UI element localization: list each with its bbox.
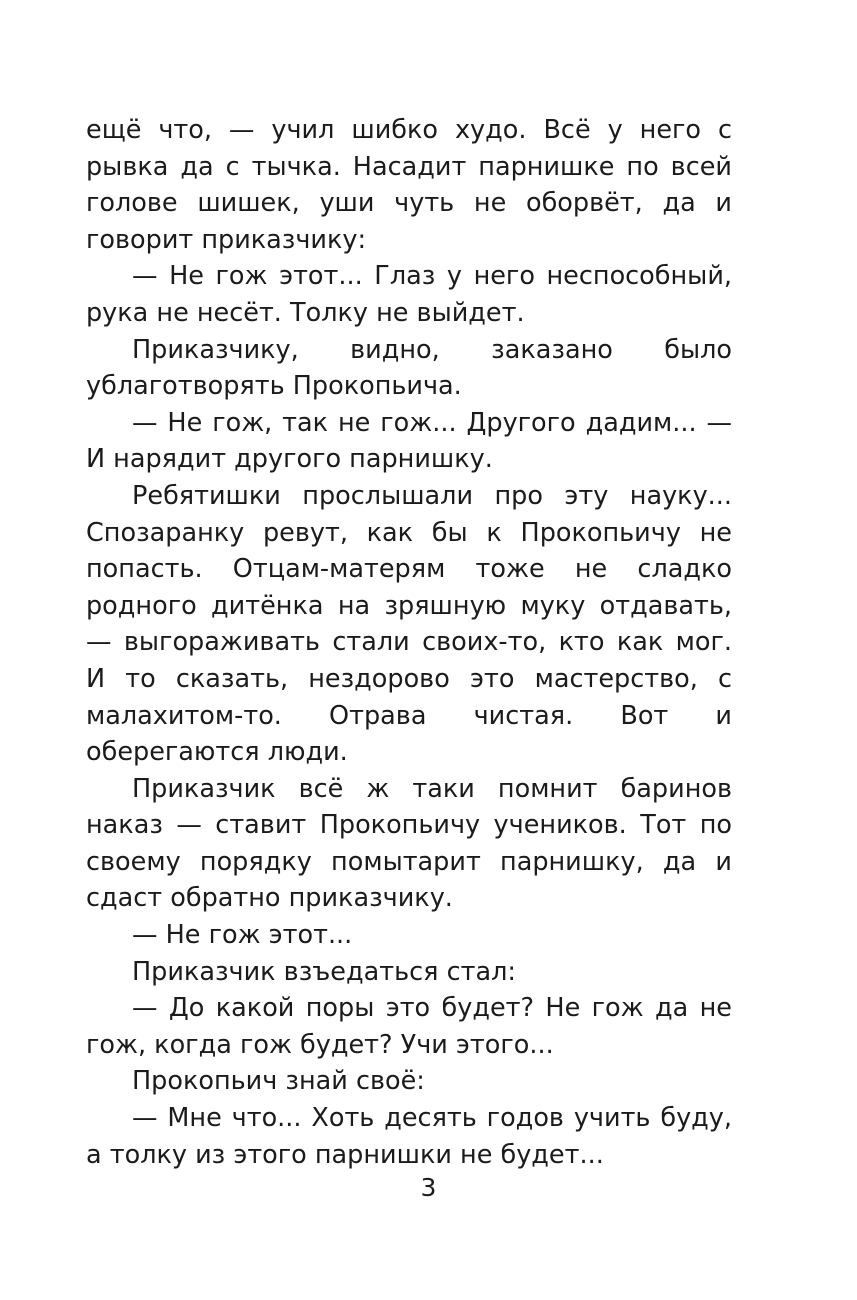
paragraph: — До какой поры это будет? Не гож да не гож, когда гож будет? Учи этого... <box>86 993 732 1060</box>
paragraph: — Не гож этот... <box>132 920 353 951</box>
paragraph: Приказчик всё ж таки помнит баринов наказ — ставит Прокопьичу учеников. Тот по своему порядку помытарит парнишку, да и сдаст обратно приказчику. <box>86 773 732 914</box>
page-number: 3 <box>420 1173 437 1202</box>
page-text-block <box>86 112 732 1173</box>
paragraph: — Не гож, так не гож... Другого дадим... — И нарядит другого парнишку. <box>86 407 732 475</box>
paragraph: Ребятишки прослышали про эту науку... Спозаранку ревут, как бы к Прокопьичу не попасть. Отцам-матерям тоже не сладко родного дитёнка на зряшную муку отдавать, — выгораживать стали своих-то, кто как мог. И то сказать, нездорово это мастерство, с малахитом-то. Отрава чистая. Вот и оберегаются люди. <box>86 480 732 768</box>
paragraph: ещё что, — учил шибко худо. Всё у него с рывка да с тычка. Насадит парнишке по всей голове шишек, уши чуть не оборвёт, да и говорит приказчику: <box>86 115 732 255</box>
paragraph: — Мне что... Хоть десять годов учить буду, а толку из этого парнишки не будет... <box>86 1103 732 1170</box>
paragraph: Приказчик взъедаться стал: <box>132 956 516 987</box>
paragraph: — Не гож этот... Глаз у него неспособный, рука не несёт. Толку не выйдет. <box>86 261 732 328</box>
paragraph: Приказчику, видно, заказано было ублаготворять Прокопьича. <box>86 334 732 402</box>
paragraph: Прокопьич знай своё: <box>132 1066 425 1097</box>
